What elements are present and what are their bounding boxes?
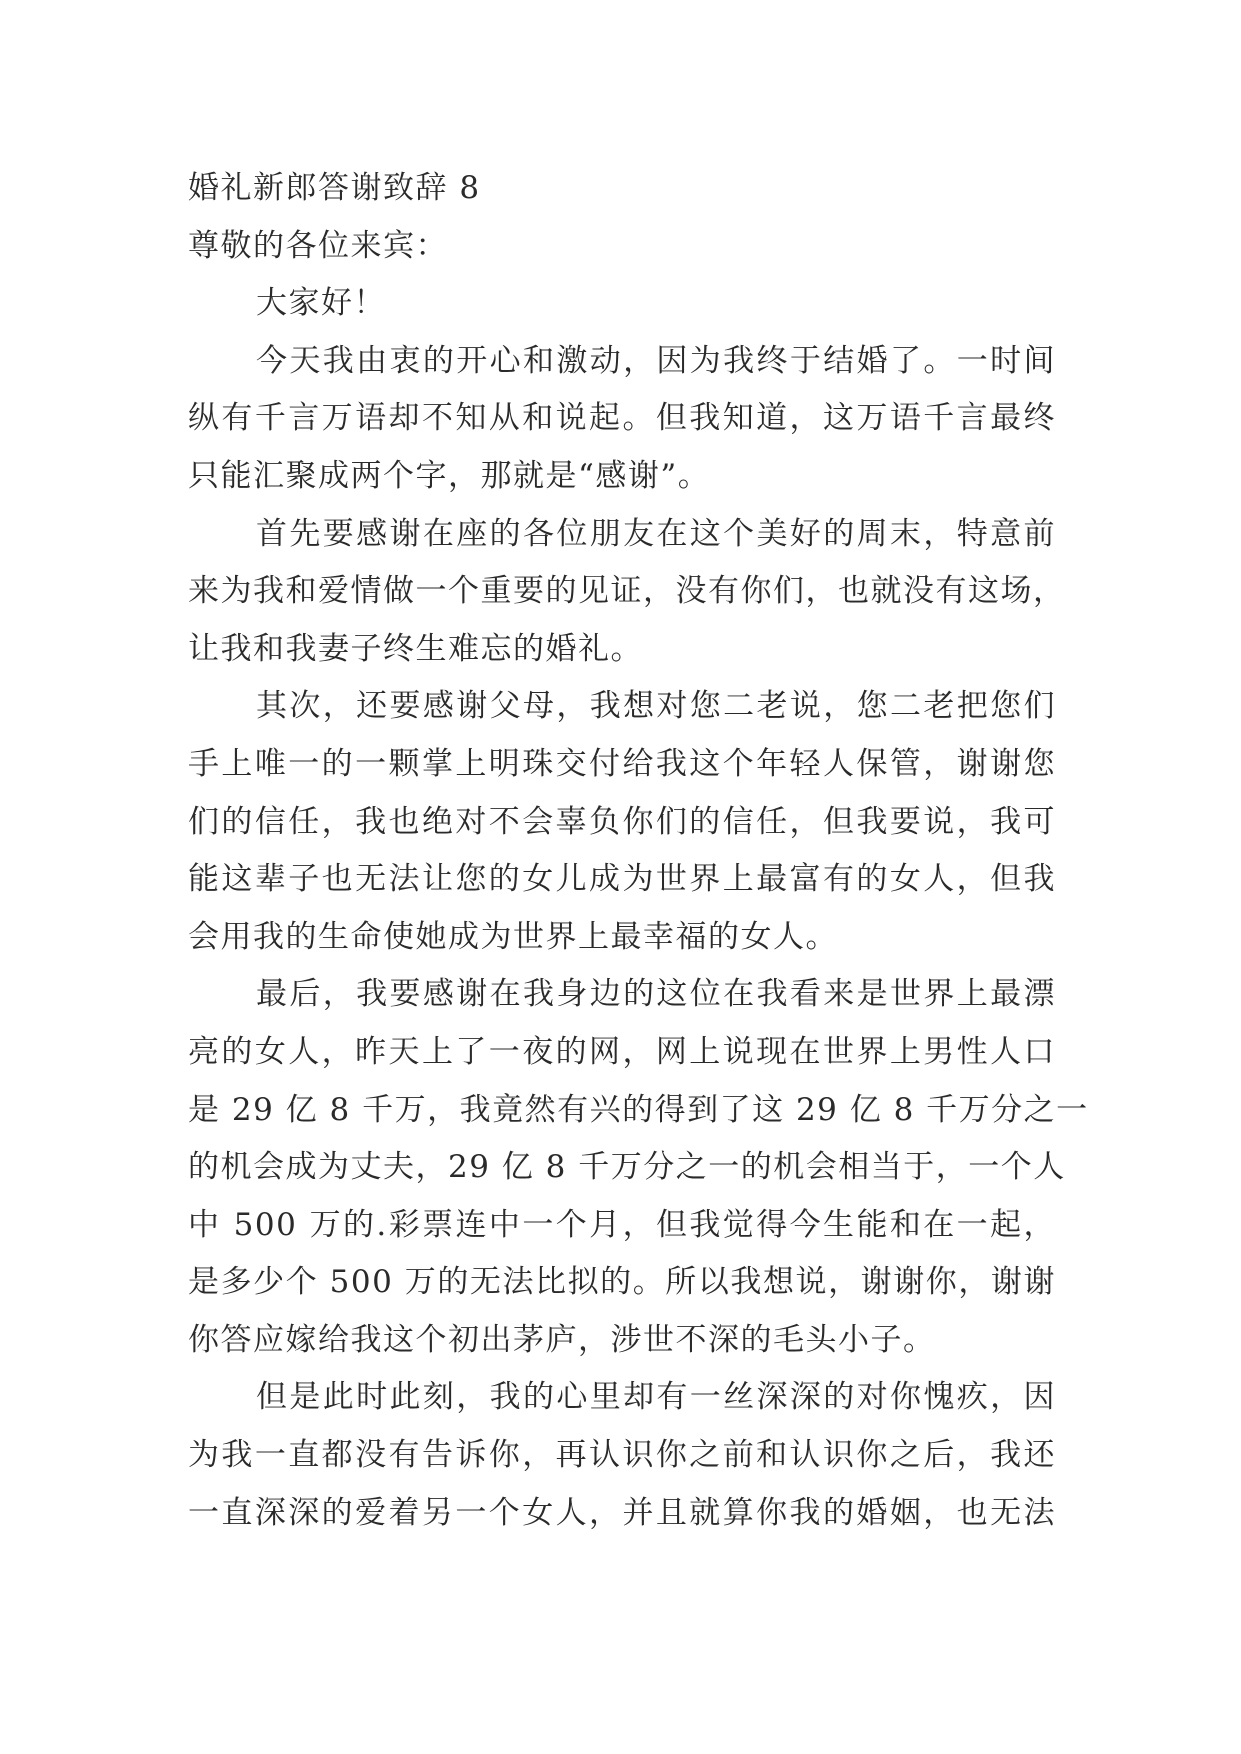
paragraph-line: 会用我的生命使她成为世界上最幸福的女人。 [188, 918, 838, 955]
paragraph-line: 你答应嫁给我这个初出茅庐，涉世不深的毛头小子。 [188, 1321, 936, 1358]
paragraph-line: 是 29 亿 8 千万，我竟然有兴的得到了这 29 亿 8 千万分之一 [188, 1091, 1089, 1128]
paragraph-thank-wife [188, 966, 1089, 1369]
paragraph-gratitude-intro [188, 333, 1056, 506]
paragraph-line: 只能汇聚成两个字，那就是“感谢”。 [188, 457, 711, 494]
paragraph-line: 的机会成为丈夫，29 亿 8 千万分之一的机会相当于，一个人 [188, 1149, 1066, 1186]
greeting: 大家好！ [256, 285, 386, 322]
paragraph-line: 纵有千言万语却不知从和说起。但我知道，这万语千言最终 [188, 400, 1056, 437]
paragraph-line: 最后，我要感谢在我身边的这位在我看来是世界上最漂 [256, 976, 1056, 1013]
paragraph-line: 为我一直都没有告诉你，再认识你之前和认识你之后，我还 [188, 1437, 1056, 1474]
paragraph-line: 今天我由衷的开心和激动，因为我终于结婚了。一时间 [256, 342, 1056, 379]
paragraph-line: 但是此时此刻，我的心里却有一丝深深的对你愧疚，因 [256, 1379, 1056, 1416]
paragraph-line: 首先要感谢在座的各位朋友在这个美好的周末，特意前 [256, 515, 1056, 552]
paragraph-confession [188, 1369, 1056, 1542]
paragraph-line: 是多少个 500 万的无法比拟的。所以我想说，谢谢你，谢谢 [188, 1264, 1056, 1301]
salutation: 尊敬的各位来宾： [188, 227, 448, 264]
paragraph-line: 手上唯一的一颗掌上明珠交付给我这个年轻人保管，谢谢您 [188, 745, 1056, 782]
paragraph-line: 中 500 万的.彩票连中一个月，但我觉得今生能和在一起， [188, 1206, 1056, 1243]
paragraph-line: 让我和我妻子终生难忘的婚礼。 [188, 630, 643, 667]
paragraph-thank-parents [188, 678, 1056, 966]
document-title: 婚礼新郎答谢致辞 8 [188, 170, 481, 206]
paragraph-line: 一直深深的爱着另一个女人，并且就算你我的婚姻，也无法 [188, 1494, 1056, 1531]
paragraph-line: 能这辈子也无法让您的女儿成为世界上最富有的女人，但我 [188, 861, 1056, 898]
paragraph-line: 其次，还要感谢父母，我想对您二老说，您二老把您们 [256, 688, 1056, 725]
paragraph-line: 们的信任，我也绝对不会辜负你们的信任，但我要说，我可 [188, 803, 1056, 840]
paragraph-line: 亮的女人，昨天上了一夜的网，网上说现在世界上男性人口 [188, 1033, 1056, 1070]
paragraph-line: 来为我和爱情做一个重要的见证，没有你们，也就没有这场， [188, 573, 1066, 610]
paragraph-thank-friends [188, 506, 1066, 679]
document-body [188, 160, 1089, 1542]
